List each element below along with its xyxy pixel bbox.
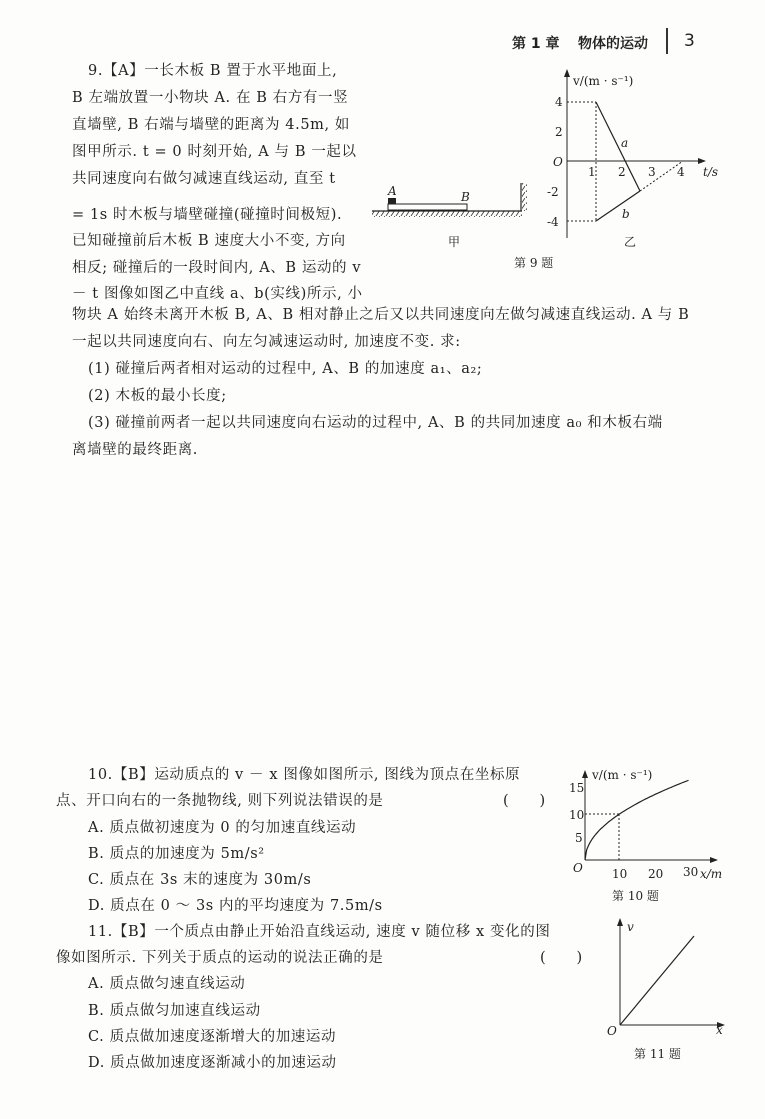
line-b-label: b <box>622 207 630 221</box>
chapter-label: 第 1 章 <box>512 36 560 52</box>
ytick: -4 <box>547 215 559 229</box>
q11-line: 11.【B】一个质点由静止开始沿直线运动, 速度 v 随位移 x 变化的图 <box>88 924 551 940</box>
xtick: 4 <box>677 165 685 179</box>
q9-subquestion-2: (2) 木板的最小长度; <box>88 388 227 404</box>
figure-jia-label: 甲 <box>448 235 461 249</box>
q11-answer-bracket[interactable]: ( ) <box>540 950 583 966</box>
block-a-label: A <box>388 184 397 198</box>
figure-11-vx-graph <box>607 919 724 1061</box>
q10-line: 点、开口向右的一条抛物线, 则下列说法错误的是 <box>56 793 384 809</box>
v-axis-label: v/(m · s⁻¹) <box>573 74 634 88</box>
q10-answer-bracket[interactable]: ( ) <box>503 793 546 809</box>
q9-line: 一起以共同速度向右、向左匀减速运动时, 加速度不变. 求: <box>72 334 461 350</box>
origin-label: O <box>607 1024 617 1038</box>
figure-10-vx-graph <box>569 768 722 903</box>
q9-line: 直墙壁, B 右端与墙壁的距离为 4.5m, 如 <box>72 117 351 133</box>
q9-line: 离墙壁的最终距离. <box>72 442 199 458</box>
figure-9-caption: 第 9 题 <box>514 256 554 270</box>
q10-option-c[interactable]: C. 质点在 3s 末的速度为 30m/s <box>88 872 312 888</box>
figure-yi-label: 乙 <box>624 235 637 249</box>
xtick: 20 <box>648 867 664 881</box>
xtick: 30 <box>683 865 699 879</box>
t-axis-label: t/s <box>703 165 719 179</box>
xtick: 3 <box>648 165 656 179</box>
board-b-label: B <box>461 190 470 204</box>
q9-line: － t 图像如图乙中直线 a、b(实线)所示, 小 <box>72 286 363 302</box>
wall-hatch <box>522 183 527 211</box>
q9-line: 已知碰撞前后木板 B 速度大小不变, 方向 <box>72 233 346 249</box>
line-a-label: a <box>621 136 629 150</box>
ytick: 5 <box>575 831 583 845</box>
chapter-title: 物体的运动 <box>578 36 648 52</box>
xtick: 1 <box>588 165 596 179</box>
q11-option-d[interactable]: D. 质点做加速度逐渐减小的加速运动 <box>88 1055 337 1071</box>
origin-label: O <box>573 861 583 875</box>
page-number: 3 <box>684 31 695 51</box>
q9-line: = 1s 时木板与墙壁碰撞(碰撞时间极短). <box>72 207 343 223</box>
q9-line: 相反; 碰撞后的一段时间内, A、B 运动的 v <box>72 260 362 276</box>
q9-line: 共同速度向右做匀减速直线运动, 直至 t <box>72 171 336 187</box>
q10-option-d[interactable]: D. 质点在 0 ～ 3s 内的平均速度为 7.5m/s <box>88 898 383 914</box>
v-axis-label: v <box>627 920 634 934</box>
ytick: -2 <box>547 185 559 199</box>
q9-line: 9.【A】一长木板 B 置于水平地面上, <box>88 63 338 79</box>
q9-subquestion-1: (1) 碰撞后两者相对运动的过程中, A、B 的加速度 a₁、a₂; <box>88 361 483 377</box>
x-axis-label: x <box>716 1023 723 1037</box>
figure-9-vt-graph <box>514 70 718 270</box>
figure-10-caption: 第 10 题 <box>612 889 659 903</box>
line-b <box>596 191 640 221</box>
ytick: 4 <box>555 95 563 109</box>
q11-option-b[interactable]: B. 质点做匀加速直线运动 <box>88 1003 261 1019</box>
q9-line: B 左端放置一小物块 A. 在 B 右方有一竖 <box>72 90 349 106</box>
q11-option-c[interactable]: C. 质点做加速度逐渐增大的加速运动 <box>88 1029 337 1045</box>
q10-option-b[interactable]: B. 质点的加速度为 5m/s² <box>88 846 265 862</box>
figure-11-caption: 第 11 题 <box>634 1047 681 1061</box>
v-x-line <box>620 936 694 1025</box>
xtick: 10 <box>612 867 628 881</box>
figure-9-setup <box>372 183 527 249</box>
board-b <box>388 204 467 210</box>
q9-subquestion-3: (3) 碰撞前两者一起以共同速度向右运动的过程中, A、B 的共同加速度 a₀ 和木板右端 <box>88 415 663 431</box>
ground-hatch <box>372 211 522 217</box>
q11-option-a[interactable]: A. 质点做匀速直线运动 <box>88 976 246 992</box>
ytick: 2 <box>555 125 563 139</box>
q9-line: 物块 A 始终未离开木板 B, A、B 相对静止之后又以共同速度向左做匀减速直线运动. A 与 B <box>72 307 690 323</box>
block-a <box>388 198 396 204</box>
q11-line: 像如图所示. 下列关于质点的运动的说法正确的是 <box>56 950 384 966</box>
ytick: 15 <box>569 781 585 795</box>
q10-line: 10.【B】运动质点的 v － x 图像如图所示, 图线为顶点在坐标原 <box>88 767 521 783</box>
xtick: 2 <box>618 165 626 179</box>
parabola-curve <box>585 780 689 860</box>
ytick: 10 <box>569 808 585 822</box>
q9-line: 图甲所示. t = 0 时刻开始, A 与 B 一起以 <box>72 144 357 160</box>
q10-option-a[interactable]: A. 质点做初速度为 0 的匀加速直线运动 <box>88 820 357 836</box>
x-axis-label: x/m <box>700 867 723 881</box>
origin-label: O <box>553 155 563 169</box>
v-axis-label: v/(m · s⁻¹) <box>592 768 653 782</box>
